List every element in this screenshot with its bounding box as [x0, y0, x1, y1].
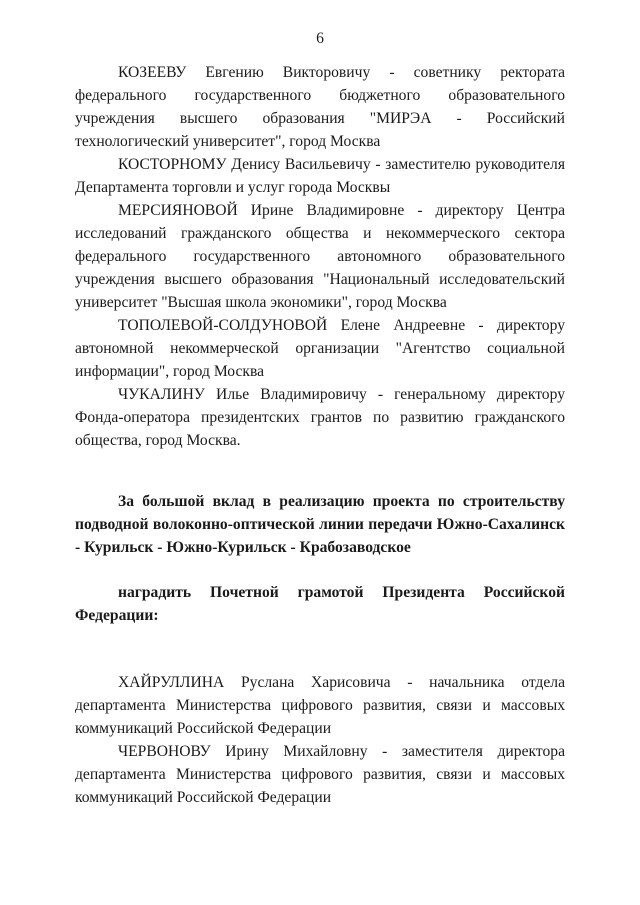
awardee-entry-kostornoy: КОСТОРНОМУ Денису Васильевичу - заместителю руководителя Департамента торговли и услуг города Москвы — [75, 156, 565, 196]
awardee-entry-chukalin: ЧУКАЛИНУ Илье Владимировичу - генеральному директору Фонда-оператора президентских грантов по развитию гражданского общества, город Москва. — [75, 386, 565, 449]
awardee-entry-kozeev: КОЗЕЕВУ Евгению Викторовичу - советнику ректората федерального государственного бюджетного образовательного учреждения высшего образования "МИРЭА - Российский технологический университет", город Москва — [75, 64, 565, 150]
awardee-entry-khayrullin: ХАЙРУЛЛИНА Руслана Харисовича - начальника отдела департамента Министерства цифрового развития, связи и массовых коммуникаций Российской Федерации — [75, 674, 565, 737]
awardee-entry-mersiyanova: МЕРСИЯНОВОЙ Ирине Владимировне - директору Центра исследований гражданского общества и некоммерческого сектора федерального государственного автономного образовательного учреждения высшего образования "Национальный исследовательский университет "Высшая школа экономики", город Москва — [75, 202, 565, 311]
awardee-entry-topoleva-soldunova: ТОПОЛЕВОЙ-СОЛДУНОВОЙ Елене Андреевне - директору автономной некоммерческой организации "Агентство социальной информации", город Москва — [75, 317, 565, 380]
document-body — [75, 61, 565, 809]
awardee-entry-chervonova: ЧЕРВОНОВУ Ирину Михайловну - заместителя директора департамента Министерства цифрового развития, связи и массовых коммуникаций Российской Федерации — [75, 743, 565, 806]
award-line: наградить Почетной грамотой Президента Российской Федерации: — [75, 584, 565, 624]
page-number: 6 — [316, 30, 324, 47]
section-heading: За большой вклад в реализацию проекта по строительству подводной волоконно-оптической линии передачи Южно-Сахалинск - Курильск - Южно-Курильск - Крабозаводское — [75, 493, 565, 556]
